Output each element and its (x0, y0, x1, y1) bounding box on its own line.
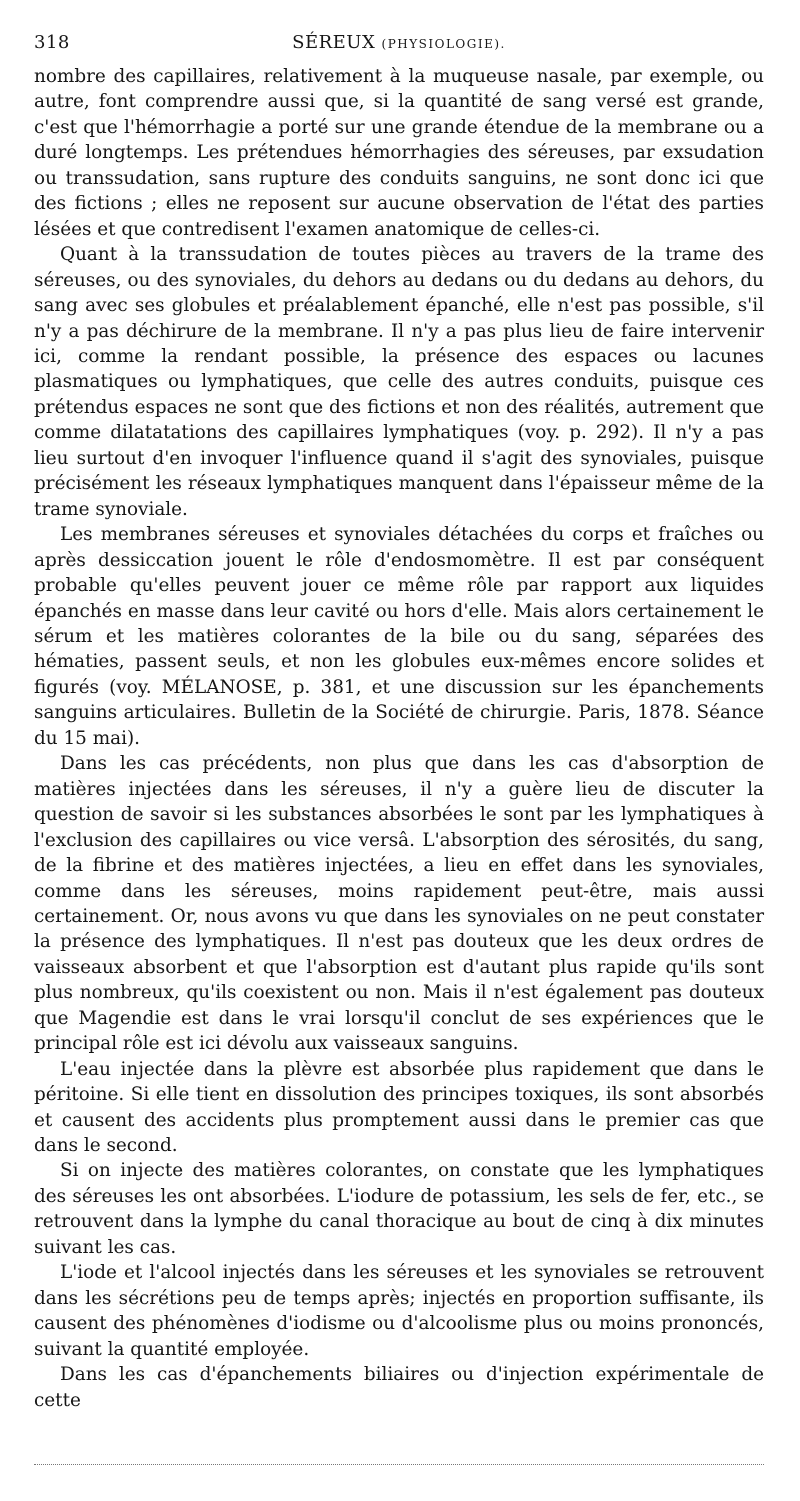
paragraph-1: nombre des capillaires, relativement à la muqueuse nasale, par exemple, ou autre, font comprendre aussi que, si la quantité de sang versé est grande, c'est que l'hémorrhagie a porté sur une grande étendue de la membrane ou a duré longtemps. Les prétendues hémorrhagies des séreuses, par exsudation ou transsudation, sans rupture des conduits sanguins, ne sont donc ici que des fictions ; elles ne reposent sur aucune observation de l'état des parties lésées et que contredisent l'examen anatomique de celles-ci. (34, 66, 764, 240)
running-title (34, 32, 764, 53)
paragraph-6: Si on injecte des matières colorantes, on constate que les lymphatiques des séreuses les ont absorbées. L'iodure de potassium, les sels de fer, etc., se retrouvent dans la lymphe du canal thoracique au bout de cinq à dix minutes suivant les cas. (34, 1160, 764, 1258)
paragraph-3: Les membranes séreuses et synoviales détachées du corps et fraîches ou après dessiccation jouent le rôle d'endosmomètre. Il est par conséquent probable qu'elles peuvent jouer ce même rôle par rapport aux liquides épanchés en masse dans leur cavité ou hors d'elle. Mais alors certainement le sérum et les matières colorantes de la bile ou du sang, séparées des hématies, passent seuls, et non les globules eux-mêmes encore solides et figurés (voy. MÉLANOSE, p. 381, et une discussion sur les épanchements sanguins articulaires. Bulletin de la Société de chirurgie. Paris, 1878. Séance du 15 mai). (34, 524, 764, 749)
paragraph-2: Quant à la transsudation de toutes pièces au travers de la trame des séreuses, ou des synoviales, du dehors au dedans ou du dedans au dehors, du sang avec ses globules et préalablement épanché, elle n'est pas possible, s'il n'y a pas déchirure de la membrane. Il n'y a pas plus lieu de faire intervenir ici, comme la rendant possible, la présence des espaces ou lacunes plasmatiques ou lymphatiques, que celle des autres conduits, puisque ces prétendus espaces ne sont que des fictions et non des réalités, autrement que comme dilatatations des capillaires lymphatiques (voy. p. 292). Il n'y a pas lieu surtout d'en invoquer l'influence quand il s'agit des synoviales, puisque précisément les réseaux lymphatiques manquent dans l'épaisseur même de la trame synoviale. (34, 244, 764, 520)
paragraph-7: L'iode et l'alcool injectés dans les séreuses et les synoviales se retrouvent dans les sécrétions peu de temps après; injectés en proportion suffisante, ils causent des phénomènes d'iodisme ou d'alcoolisme plus ou moins prononcés, suivant la quantité employée. (34, 1262, 764, 1360)
running-title-subtitle: (PHYSIOLOGIE). (381, 37, 506, 51)
paragraph-8: Dans les cas d'épanchements biliaires ou d'injection expérimentale de cette (34, 1364, 764, 1411)
running-head (34, 28, 764, 64)
footer-rule (34, 1464, 764, 1465)
running-title-main: SÉREUX (292, 32, 376, 53)
paragraph-4: Dans les cas précédents, non plus que dans les cas d'absorption de matières injectées dans les séreuses, il n'y a guère lieu de discuter la question de savoir si les substances absorbées le sont par les lymphatiques à l'exclusion des capillaires ou vice versâ. L'absorption des sérosités, du sang, de la fibrine et des matières injectées, a lieu en effet dans les synoviales, comme dans les séreuses, moins rapidement peut-être, mais aussi certainement. Or, nous avons vu que dans les synoviales on ne peut constater la présence des lymphatiques. Il n'est pas douteux que les deux ordres de vaisseaux absorbent et que l'absorption est d'autant plus rapide qu'ils sont plus nombreux, qu'ils coexistent ou non. Mais il n'est également pas douteux que Magendie est dans le vrai lorsqu'il conclut de ses expériences que le principal rôle est ici dévolu aux vaisseaux sanguins. (34, 753, 764, 1055)
page-number: 318 (34, 32, 70, 53)
body-text (34, 64, 764, 1413)
paragraph-5: L'eau injectée dans la plèvre est absorbée plus rapidement que dans le péritoine. Si elle tient en dissolution des principes toxiques, ils sont absorbés et causent des accidents plus promptement aussi dans le premier cas que dans le second. (34, 1058, 764, 1157)
book-page (34, 28, 764, 1413)
